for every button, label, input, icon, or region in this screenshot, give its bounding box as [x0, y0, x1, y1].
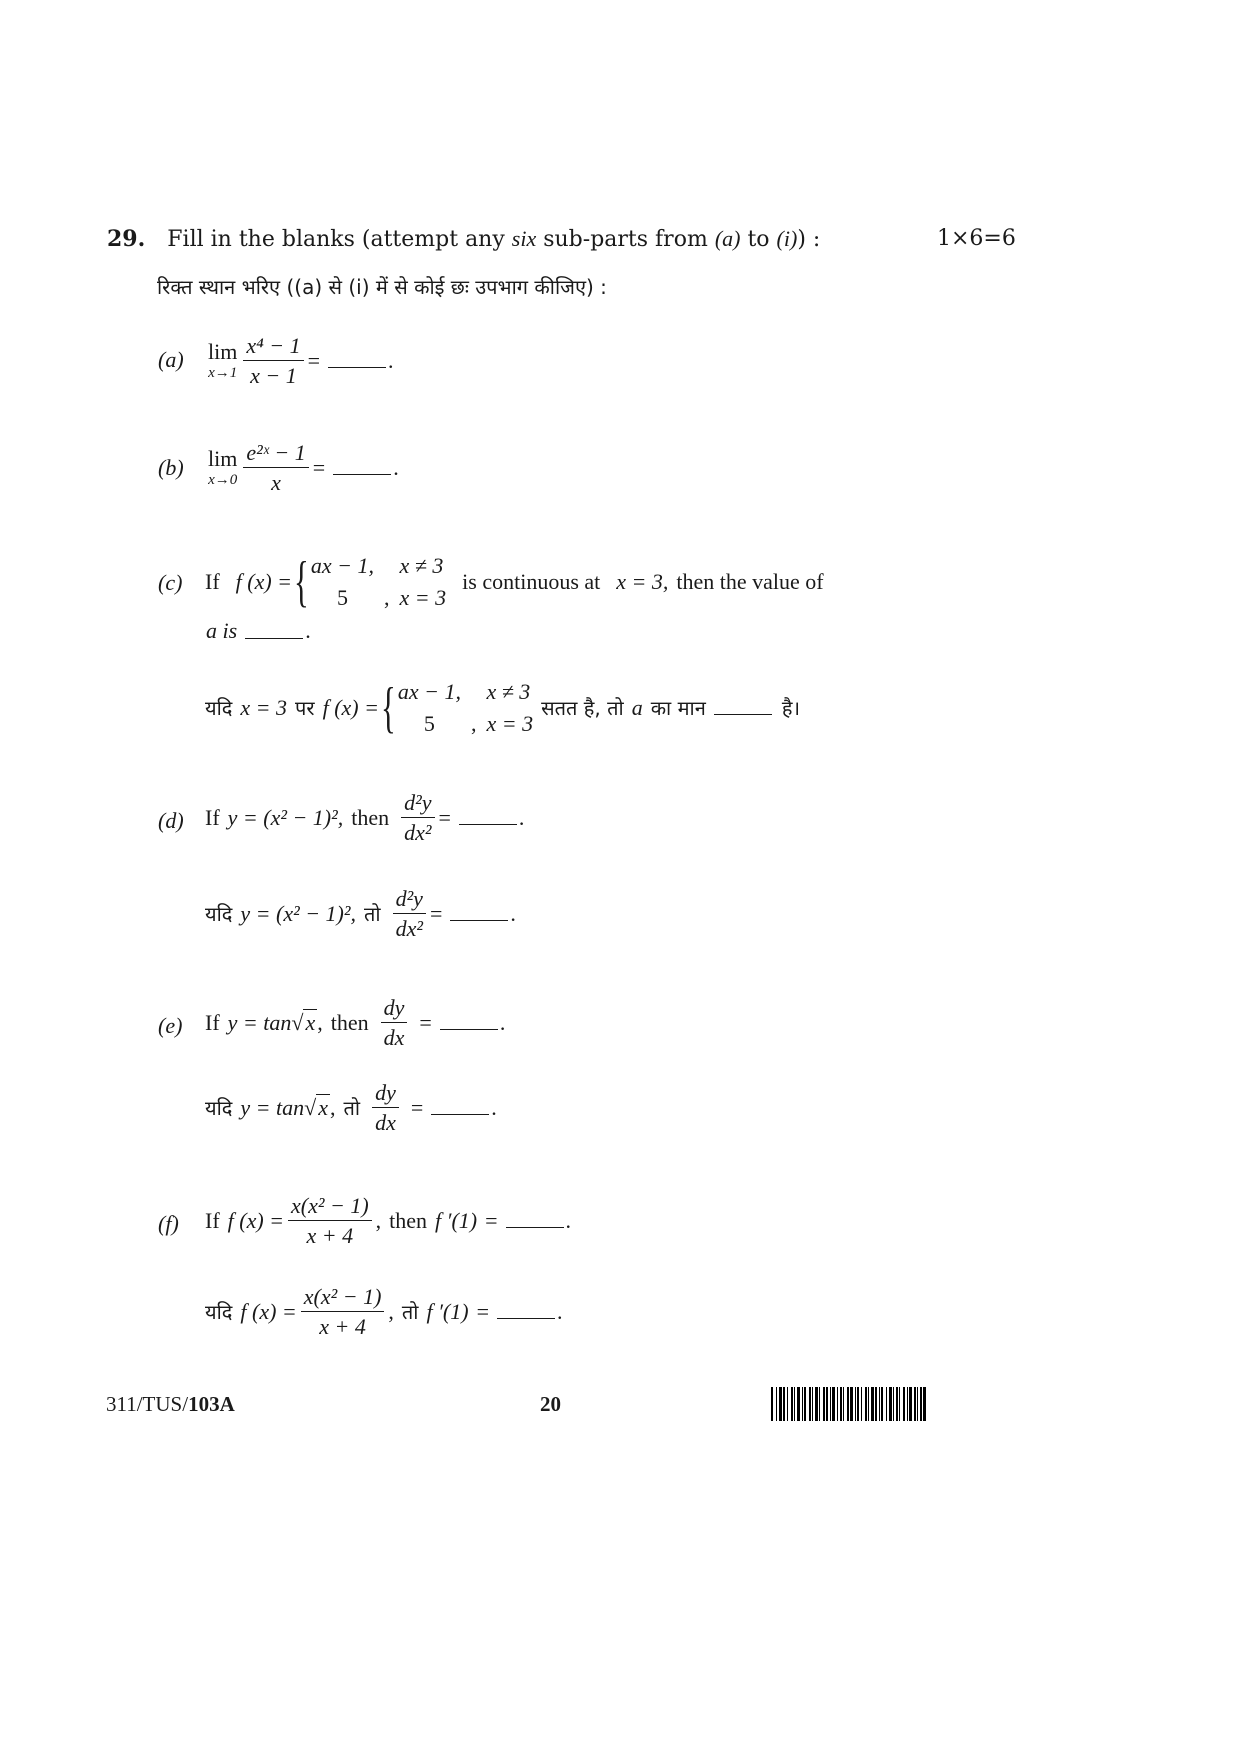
- answer-blank[interactable]: [431, 1100, 489, 1115]
- question-text-en: Fill in the blanks (attempt any six sub-parts from (a) to (i)) :: [167, 226, 821, 252]
- answer-blank[interactable]: [714, 700, 772, 715]
- part-e-en: If y = tan √ x , then $\frac{dy}{dx}$ = .: [205, 995, 506, 1051]
- question-heading: [107, 226, 1007, 252]
- answer-blank[interactable]: [497, 1304, 555, 1319]
- part-c-hi: यदि x = 3 पर f (x) = { ax − 1, x ≠ 3 5 , x = 3 सतत है, तो a का मान है।: [205, 676, 801, 739]
- question-number: 29.: [107, 226, 146, 252]
- part-b-expression: lim x→0 $\frac{\text{e²ˣ − 1}}{x}$ = .: [208, 440, 399, 496]
- answer-blank[interactable]: [333, 460, 391, 475]
- part-e-label: (e): [158, 1013, 183, 1038]
- paper-code: 311/TUS/103A: [106, 1392, 235, 1416]
- question-text-hi: रिक्त स्थान भरिए ((a) से (i) में से कोई छः उपभाग कीजिए) :: [157, 275, 607, 299]
- part-c-en-line2: a is .: [206, 618, 311, 643]
- part-a-label: (a): [158, 347, 184, 372]
- answer-blank[interactable]: [440, 1015, 498, 1030]
- answer-blank[interactable]: [450, 906, 508, 921]
- part-f-hi: यदि f (x) = $\frac{\text{x(x² − 1)}}{x + 4}$ , तो f ′(1) = .: [205, 1284, 563, 1340]
- marks: 1×6=6: [937, 226, 1016, 251]
- answer-blank[interactable]: [245, 624, 303, 639]
- part-d-label: (d): [158, 808, 184, 833]
- part-a-expression: lim x→1 $\frac{\text{x⁴ − 1}}{x - 1}$ = .: [208, 333, 394, 389]
- answer-blank[interactable]: [459, 810, 517, 825]
- answer-blank[interactable]: [328, 353, 386, 368]
- part-c-label: (c): [158, 570, 183, 595]
- answer-blank[interactable]: [506, 1213, 564, 1228]
- barcode: [771, 1387, 1002, 1421]
- part-c-en-line1: If f (x) = { ax − 1, x ≠ 3 5 , x = 3 is continuous at x = 3, then the value of: [205, 550, 824, 613]
- part-f-label: (f): [158, 1211, 179, 1236]
- part-f-en: If f (x) = $\frac{\text{x(x² − 1)}}{x + 4}$ , then f ′(1) = .: [205, 1193, 572, 1249]
- part-e-hi: यदि y = tan √ x , तो $\frac{dy}{dx}$ = .: [205, 1080, 497, 1136]
- page-number: 20: [540, 1392, 561, 1416]
- part-b-label: (b): [158, 455, 184, 480]
- part-d-en: If y = (x² − 1)², then $\frac{\text{d²y}}{\text{dx²}}$ = .: [205, 790, 525, 846]
- part-d-hi: यदि y = (x² − 1)², तो $\frac{\text{d²y}}{\text{dx²}}$ = .: [205, 886, 516, 942]
